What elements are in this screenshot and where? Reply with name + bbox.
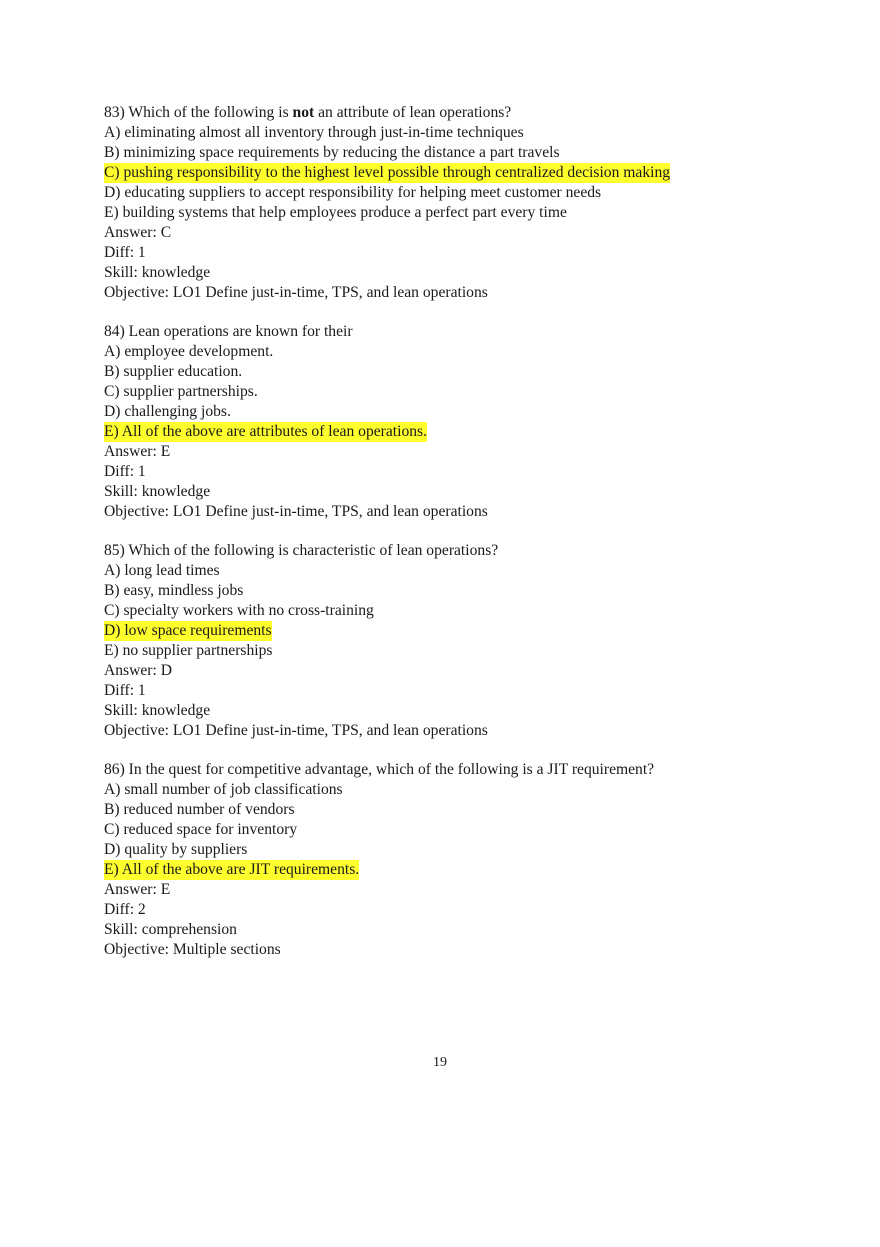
option-e-highlighted-answer: E) All of the above are JIT requirements. (104, 861, 360, 878)
page-content (104, 103, 804, 979)
option-e: E) no supplier partnerships (104, 642, 273, 659)
stem-text: an attribute of lean operations? (314, 104, 512, 121)
answer-line: Answer: E (104, 443, 171, 460)
skill-line: Skill: knowledge (104, 702, 211, 719)
option-a: A) employee development. (104, 343, 274, 360)
skill-line: Skill: knowledge (104, 264, 211, 281)
option-d-row (104, 621, 804, 641)
option-c-row (104, 163, 804, 183)
option-c: C) specialty workers with no cross-training (104, 602, 374, 619)
option-b: B) reduced number of vendors (104, 801, 295, 818)
option-d: D) educating suppliers to accept responsibility for helping meet customer needs (104, 184, 602, 201)
option-c: C) reduced space for inventory (104, 821, 298, 838)
question-86 (104, 760, 804, 960)
option-d: D) quality by suppliers (104, 841, 248, 858)
question-85 (104, 541, 804, 741)
answer-line: Answer: D (104, 662, 172, 679)
diff-line: Diff: 1 (104, 682, 146, 699)
option-d: D) challenging jobs. (104, 403, 231, 420)
answer-line: Answer: E (104, 881, 171, 898)
option-a: A) eliminating almost all inventory through just-in-time techniques (104, 124, 524, 141)
question-stem: 85) Which of the following is characteristic of lean operations? (104, 542, 499, 559)
question-stem: 84) Lean operations are known for their (104, 323, 353, 340)
option-c-highlighted-answer: C) pushing responsibility to the highest level possible through centralized decision making (104, 164, 671, 181)
option-d-highlighted-answer: D) low space requirements (104, 622, 272, 639)
diff-line: Diff: 1 (104, 463, 146, 480)
page-number: 19 (433, 1055, 447, 1070)
question-83 (104, 103, 804, 303)
option-a: A) long lead times (104, 562, 220, 579)
option-e-row (104, 860, 804, 880)
objective-line: Objective: LO1 Define just-in-time, TPS, and lean operations (104, 722, 488, 739)
option-b: B) minimizing space requirements by reducing the distance a part travels (104, 144, 560, 161)
stem-emphasis: not (292, 104, 315, 121)
question-stem (104, 103, 804, 123)
question-stem: 86) In the quest for competitive advantage, which of the following is a JIT requirement? (104, 761, 655, 778)
objective-line: Objective: Multiple sections (104, 941, 281, 958)
answer-line: Answer: C (104, 224, 172, 241)
diff-line: Diff: 1 (104, 244, 146, 261)
objective-line: Objective: LO1 Define just-in-time, TPS, and lean operations (104, 503, 488, 520)
stem-text: 83) Which of the following is (104, 104, 293, 121)
skill-line: Skill: comprehension (104, 921, 237, 938)
option-e-highlighted-answer: E) All of the above are attributes of lean operations. (104, 423, 428, 440)
option-a: A) small number of job classifications (104, 781, 343, 798)
objective-line: Objective: LO1 Define just-in-time, TPS, and lean operations (104, 284, 488, 301)
question-84 (104, 322, 804, 522)
option-e: E) building systems that help employees produce a perfect part every time (104, 204, 567, 221)
option-b: B) easy, mindless jobs (104, 582, 244, 599)
skill-line: Skill: knowledge (104, 483, 211, 500)
option-e-row (104, 422, 804, 442)
option-c: C) supplier partnerships. (104, 383, 258, 400)
diff-line: Diff: 2 (104, 901, 146, 918)
option-b: B) supplier education. (104, 363, 243, 380)
